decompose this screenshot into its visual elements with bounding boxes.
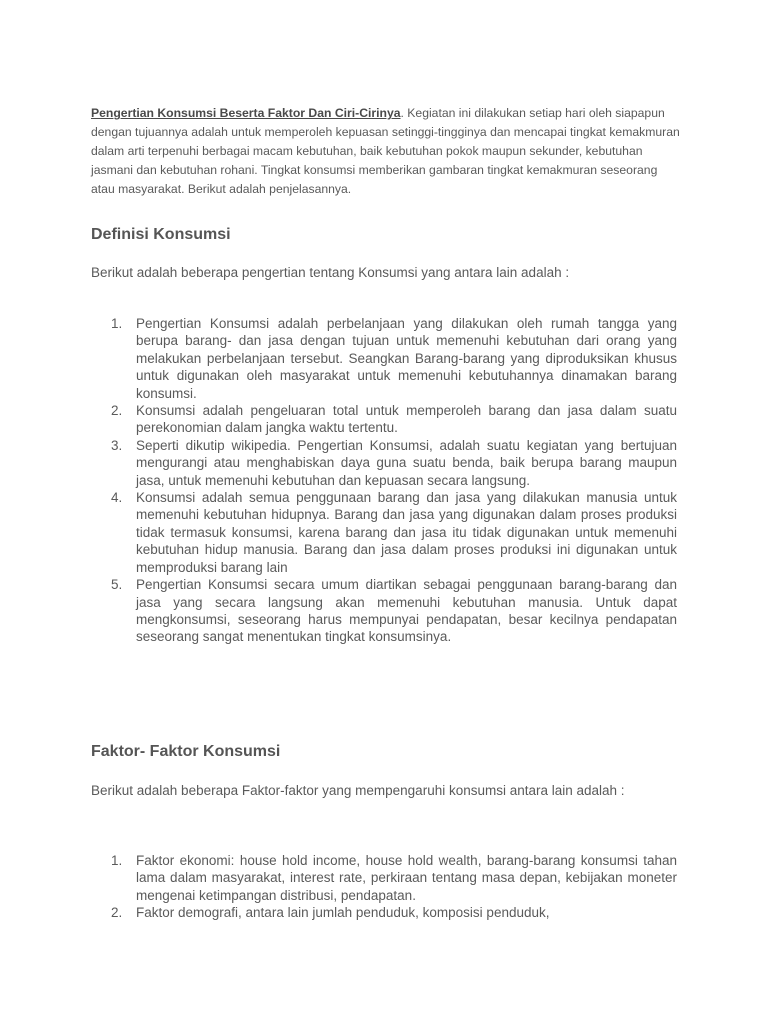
intro-paragraph <box>91 104 681 199</box>
intro-text: . Kegiatan ini dilakukan setiap hari oleh siapapun dengan tujuannya adalah untuk memperoleh kepuasan setinggi-tingginya dan mencapai tingkat kemakmuran dalam arti terpenuhi berbagai macam kebutuhan, baik kebutuhan pokok maupun sekunder, kebutuhan jasmani dan kebutuhan rohani. Tingkat konsumsi memberikan gambaran tingkat kemakmuran seseorang atau masyarakat. Berikut adalah penjelasannya. <box>91 106 680 197</box>
list-item-text: Faktor demografi, antara lain jumlah penduduk, komposisi penduduk, <box>136 905 550 921</box>
list-item <box>91 437 677 489</box>
list-faktor <box>91 852 677 922</box>
article-title-link[interactable]: Pengertian Konsumsi Beserta Faktor Dan Ciri-Cirinya <box>91 106 401 121</box>
heading-faktor: Faktor- Faktor Konsumsi <box>91 743 281 760</box>
list-item-number: 2. <box>111 403 123 419</box>
list-item-text: Pengertian Konsumsi adalah perbelanjaan yang dilakukan oleh rumah tangga yang berupa barang- dan jasa dengan tujuan untuk memenuhi kebutuhan dari orang yang melakukan perbelanjaan tersebut. Seangkan Barang-barang yang diproduksikan khusus untuk digunakan oleh masyarakat untuk memenuhi kebutuhannya dinamakan barang konsumsi. <box>136 316 677 401</box>
list-item <box>91 315 677 402</box>
list-item <box>91 402 677 437</box>
list-item <box>91 576 677 646</box>
list-item <box>91 904 677 921</box>
list-item-number: 4. <box>111 490 123 506</box>
list-item <box>91 489 677 576</box>
list-item-number: 3. <box>111 437 123 453</box>
list-item-number: 2. <box>111 905 123 921</box>
heading-definisi: Definisi Konsumsi <box>91 226 231 243</box>
list-item-number: 1. <box>111 316 123 331</box>
list-definisi <box>91 315 677 646</box>
lead-definisi: Berikut adalah beberapa pengertian tentang Konsumsi yang antara lain adalah : <box>91 265 570 280</box>
list-item-number: 5. <box>111 577 123 593</box>
list-item-number: 1. <box>111 853 123 868</box>
list-item-text: Konsumsi adalah semua penggunaan barang dan jasa yang dilakukan manusia untuk memenuhi kebutuhan hidupnya. Barang dan jasa yang digunakan dalam proses produksi tidak termasuk konsumsi, karena barang dan jasa itu tidak digunakan untuk memenuhi kebutuhan hidup manusia. Barang dan jasa dalam proses produksi ini digunakan untuk memproduksi barang lain <box>136 490 677 575</box>
list-item-text: Pengertian Konsumsi secara umum diartikan sebagai penggunaan barang-barang dan jasa yang secara langsung akan memenuhi kebutuhan manusia. Untuk dapat mengkonsumsi, seseorang harus mempunyai pendapatan, besar kecilnya pendapatan seseorang sangat menentukan tingkat konsumsinya. <box>136 577 677 645</box>
list-item-text: Konsumsi adalah pengeluaran total untuk memperoleh barang dan jasa dalam suatu perekonomian dalam jangka waktu tertentu. <box>136 403 677 436</box>
list-item-text: Faktor ekonomi: house hold income, house hold wealth, barang-barang konsumsi tahan lama dalam masyarakat, interest rate, perkiraan tentang masa depan, kebijakan moneter mengenai ketimpangan distribusi, pendapatan. <box>136 853 677 903</box>
lead-faktor: Berikut adalah beberapa Faktor-faktor yang mempengaruhi konsumsi antara lain adalah : <box>91 783 625 798</box>
list-item-text: Seperti dikutip wikipedia. Pengertian Konsumsi, adalah suatu kegiatan yang bertujuan mengurangi atau menghabiskan daya guna suatu benda, baik berupa barang maupun jasa, untuk memenuhi kebutuhan dan kepuasan secara langsung. <box>136 437 677 488</box>
list-item <box>91 852 677 904</box>
